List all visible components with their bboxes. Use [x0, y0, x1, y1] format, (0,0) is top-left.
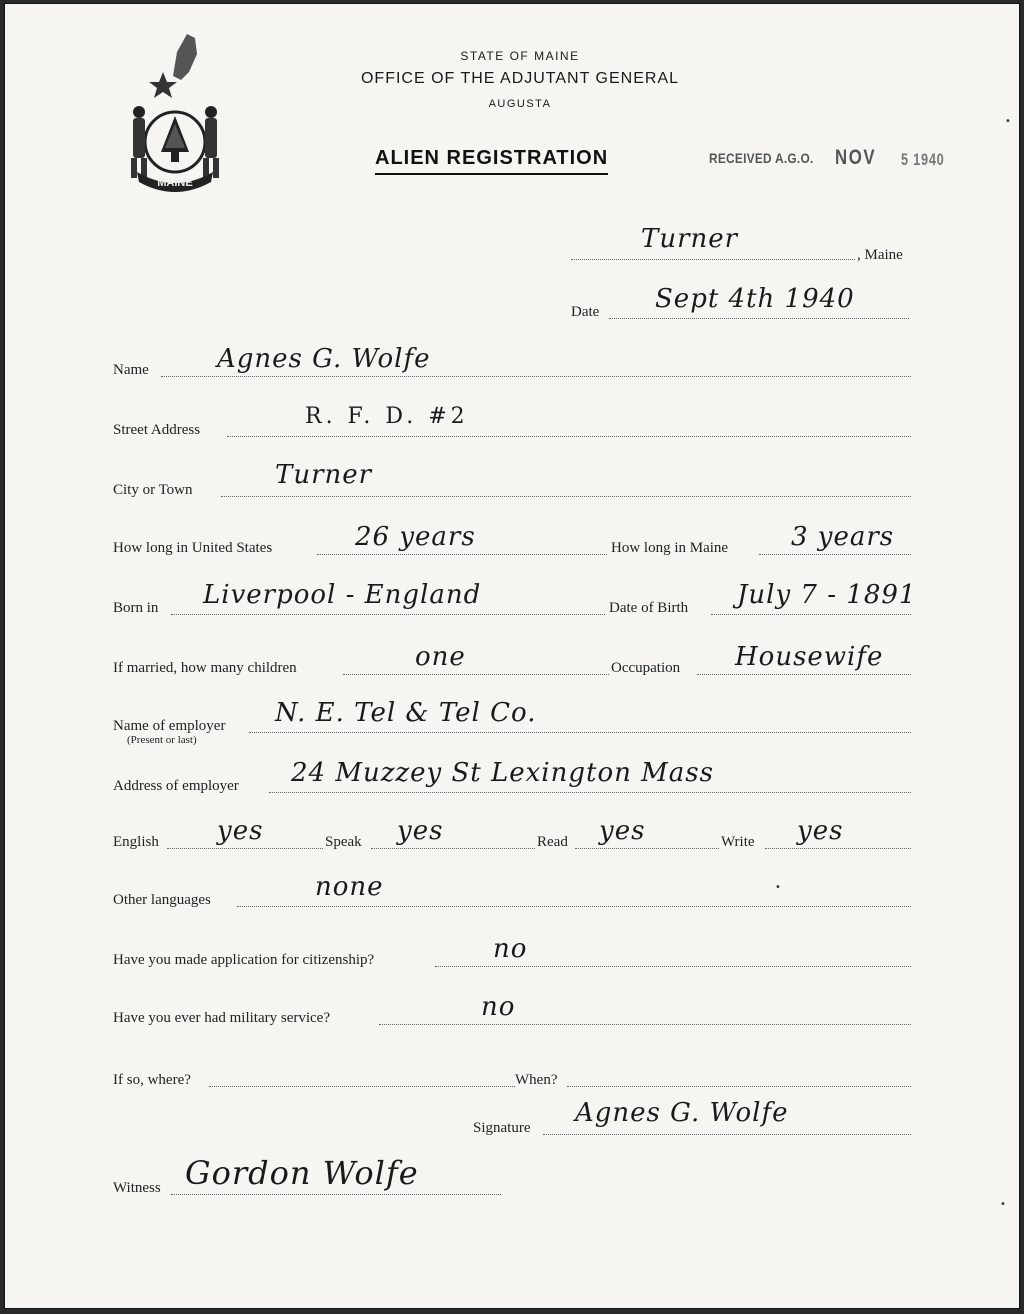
speak-value: yes	[397, 816, 444, 846]
other-languages-value: none	[315, 872, 384, 902]
date-label: Date	[571, 304, 600, 320]
military-line	[379, 1024, 911, 1025]
english-line	[167, 848, 323, 849]
born-in-line	[171, 614, 605, 615]
how-long-us-label: How long in United States	[113, 540, 273, 556]
stamp-day: 5 1940	[901, 150, 945, 169]
speak-label: Speak	[325, 834, 362, 850]
scan-speck: •	[1000, 1199, 1006, 1210]
date-of-birth-label: Date of Birth	[609, 600, 689, 616]
citizenship-value: no	[493, 934, 528, 964]
born-in-value: Liverpool - England	[203, 580, 482, 610]
employer-address-line	[269, 792, 911, 793]
street-value: R. F. D. #2	[305, 404, 469, 429]
occupation-value: Housewife	[735, 642, 884, 672]
date-value: Sept 4th 1940	[655, 284, 855, 314]
stamp-received: RECEIVED A.G.O.	[709, 150, 814, 166]
name-value: Agnes G. Wolfe	[217, 344, 431, 374]
signature-line	[543, 1134, 911, 1135]
name-label: Name	[113, 362, 149, 378]
read-value: yes	[599, 816, 646, 846]
military-label: Have you ever had military service?	[113, 1010, 330, 1026]
when-label: When?	[515, 1072, 558, 1088]
citizenship-line	[435, 966, 911, 967]
city-label: City or Town	[113, 482, 193, 498]
employer-address-label: Address of employer	[113, 778, 239, 794]
write-label: Write	[721, 834, 755, 850]
date-line	[609, 318, 909, 319]
date-of-birth-value: July 7 - 1891	[737, 580, 917, 610]
children-value: one	[415, 642, 466, 672]
born-in-label: Born in	[113, 600, 159, 616]
write-value: yes	[797, 816, 844, 846]
employer-address-value: 24 Muzzey St Lexington Mass	[291, 758, 714, 788]
town-value: Turner	[641, 224, 739, 254]
children-line	[343, 674, 609, 675]
registration-form	[4, 3, 1020, 1309]
employer-note: (Present or last)	[127, 734, 197, 746]
english-label: English	[113, 834, 159, 850]
employer-line	[249, 732, 911, 733]
witness-line	[171, 1194, 501, 1195]
when-line	[567, 1086, 911, 1087]
city-value: Turner	[275, 460, 373, 490]
office-heading: OFFICE OF THE ADJUTANT GENERAL	[360, 70, 680, 87]
city-line	[221, 496, 911, 497]
employer-label: Name of employer	[113, 718, 226, 734]
citizenship-label: Have you made application for citizenship?	[113, 952, 375, 968]
signature-label: Signature	[473, 1120, 531, 1136]
occupation-line	[697, 674, 911, 675]
how-long-us-line	[317, 554, 607, 555]
how-long-maine-line	[759, 554, 911, 555]
english-value: yes	[217, 816, 264, 846]
scan-speck: •	[775, 882, 781, 893]
how-long-maine-label: How long in Maine	[611, 540, 729, 556]
other-languages-line	[237, 906, 911, 907]
employer-value: N. E. Tel & Tel Co.	[275, 698, 537, 728]
street-label: Street Address	[113, 422, 201, 438]
witness-value: Gordon Wolfe	[185, 1154, 419, 1192]
scan-speck: •	[1005, 116, 1011, 127]
city-heading: AUGUSTA	[488, 98, 552, 110]
if-so-where-label: If so, where?	[113, 1072, 191, 1088]
speak-line	[371, 848, 535, 849]
maine-seal-icon	[117, 32, 233, 194]
date-of-birth-line	[711, 614, 911, 615]
state-heading: STATE OF MAINE	[460, 49, 580, 63]
stamp-month: NOV	[835, 146, 877, 169]
children-label: If married, how many children	[113, 660, 297, 676]
received-stamp	[709, 144, 965, 176]
street-line	[227, 436, 911, 437]
other-languages-label: Other languages	[113, 892, 211, 908]
town-line	[571, 259, 855, 260]
read-label: Read	[537, 834, 568, 850]
witness-label: Witness	[113, 1180, 161, 1196]
how-long-us-value: 26 years	[355, 522, 476, 552]
maine-label: , Maine	[857, 247, 903, 263]
military-value: no	[481, 992, 516, 1022]
how-long-maine-value: 3 years	[791, 522, 895, 552]
form-title: ALIEN REGISTRATION	[375, 147, 608, 175]
occupation-label: Occupation	[611, 660, 681, 676]
write-line	[765, 848, 911, 849]
name-line	[161, 376, 911, 377]
signature-value: Agnes G. Wolfe	[575, 1098, 789, 1128]
if-so-where-line	[209, 1086, 515, 1087]
seal-text: MAINE	[157, 177, 193, 189]
read-line	[575, 848, 719, 849]
